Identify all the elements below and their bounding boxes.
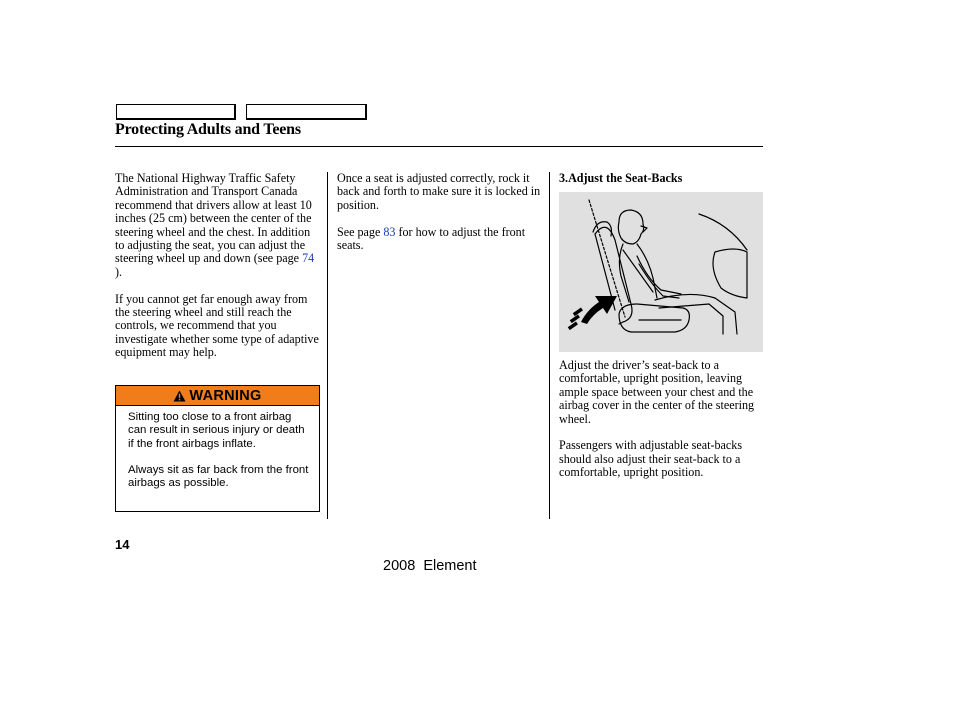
column-3-body — [559, 359, 759, 493]
paragraph-text: See page — [337, 224, 384, 239]
warning-text-2: Always sit as far back from the front airbags as possible. — [128, 464, 309, 490]
page-link-83[interactable]: 83 — [383, 224, 396, 239]
page-link-74[interactable]: 74 — [302, 251, 315, 266]
footer-model-year: 2008 Element — [383, 558, 477, 574]
paragraph-driver-seat-back: Adjust the driver’s seat-back to a comfortable, upright position, leaving ample space between your chest and the airbag cover in the center of the steering wheel. — [559, 358, 755, 426]
warning-body — [116, 406, 319, 491]
paragraph-adaptive-equipment: If you cannot get far enough away from the steering wheel and still reach the controls, we recommend that you investigate whether some type of adaptive equipment may help. — [115, 291, 319, 360]
warning-box — [115, 385, 320, 512]
column-divider-2 — [549, 172, 550, 519]
warning-label: WARNING — [189, 387, 262, 404]
column-divider-1 — [327, 172, 328, 519]
column-3 — [559, 172, 759, 185]
warning-text-1: Sitting too close to a front airbag can result in serious injury or death if the front airbags inflate. — [128, 411, 305, 450]
paragraph-seat-locked: Once a seat is adjusted correctly, rock it back and forth to make sure it is locked in position. — [337, 171, 541, 212]
nav-tab-index[interactable] — [246, 104, 367, 120]
title-divider — [115, 146, 763, 147]
page-number: 14 — [115, 537, 130, 552]
paragraph-text: ). — [115, 264, 123, 279]
section-heading: 3.Adjust the Seat-Backs — [559, 171, 683, 185]
warning-triangle-icon — [173, 390, 186, 402]
paragraph-distance-recommendation — [115, 172, 320, 279]
column-1 — [115, 172, 320, 373]
paragraph-see-page — [337, 226, 544, 253]
page-title: Protecting Adults and Teens — [115, 121, 301, 138]
seat-back-illustration — [559, 192, 763, 352]
warning-header — [116, 386, 319, 406]
paragraph-text: for how to adjust the front seats. — [337, 224, 526, 253]
nav-tab-main-menu[interactable] — [116, 104, 236, 120]
seat-back-adjustment-illustration-icon — [559, 192, 763, 352]
paragraph-text: The National Highway Traffic Safety Administration and Transport Canada recommend that drivers allow at least 10 inches (25 cm) between the center of the steering wheel and the chest. In addition to adjusting the seat, you can adjust the steering wheel up and down (see page — [115, 171, 312, 266]
column-2 — [337, 172, 544, 266]
paragraph-passenger-seat-back: Passengers with adjustable seat-backs should also adjust their seat-back to a comfortable, upright position. — [559, 438, 743, 480]
